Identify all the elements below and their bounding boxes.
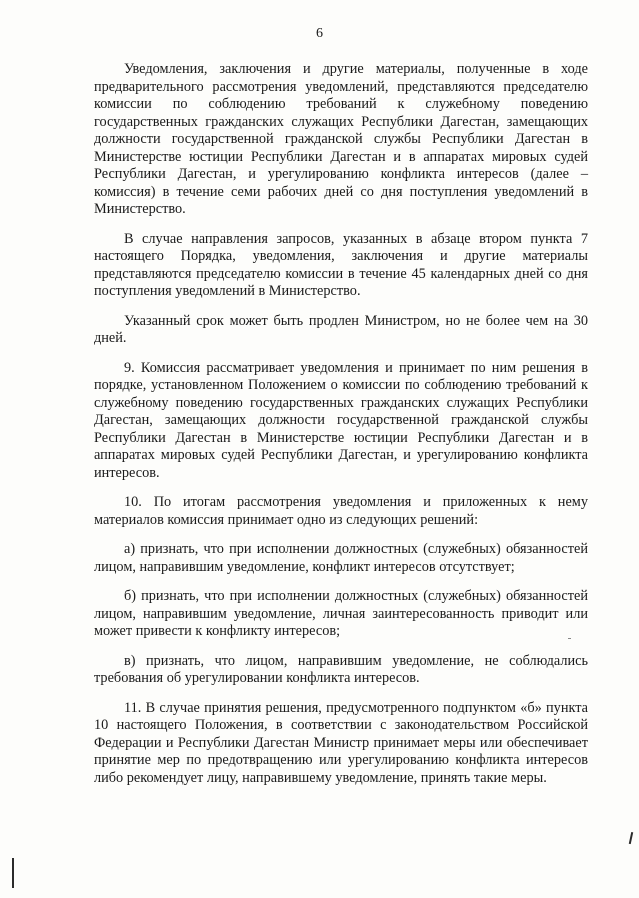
paragraph-item-10-b: б) признать, что при исполнении должностных (служебных) обязанностей лицом, направившим уведомление, личная заинтересованность приводит или может привести к конфликту интересов; [94, 588, 588, 639]
document-body [94, 61, 588, 799]
paragraph-item-11: 11. В случае принятия решения, предусмотренного подпунктом «б» пункта 10 настоящего Положения, в соответствии с законодательством Российской Федерации и Республики Дагестан Министр принимает меры или обеспечивает принятие мер по предотвращению или урегулированию конфликта интересов либо рекомендует лицу, направившему уведомление, принять такие меры. [94, 699, 588, 786]
scan-edge-mark-right [629, 832, 633, 844]
scan-edge-mark-left [12, 858, 14, 888]
page-number: 6 [316, 26, 323, 41]
paragraph-item-10: 10. По итогам рассмотрения уведомления и приложенных к нему материалов комиссия принимает одно из следующих решений: [94, 494, 588, 528]
scan-speck [568, 638, 571, 639]
paragraph-item-10-c: в) признать, что лицом, направившим уведомление, не соблюдались требования об урегулировании конфликта интересов. [94, 652, 588, 686]
paragraph-notifications-submission: Уведомления, заключения и другие материалы, полученные в ходе предварительного рассмотрения уведомлений, представляются председателю комиссии по соблюдению требований к служебному поведению государственных гражданских служащих Республики Дагестан, замещающих должности государственной гражданской службы Республики Дагестан в Министерстве юстиции Республики Дагестан и в аппаратах мировых судей Республики Дагестан, и урегулированию конфликта интересов (далее – комиссия) в течение семи рабочих дней со дня поступления уведомлений в Министерство. [94, 61, 588, 217]
paragraph-item-10-a: а) признать, что при исполнении должностных (служебных) обязанностей лицом, направившим уведомление, конфликт интересов отсутствует; [94, 541, 588, 575]
paragraph-deadline-extension: Указанный срок может быть продлен Министром, но не более чем на 30 дней. [94, 312, 588, 346]
paragraph-requests-deadline: В случае направления запросов, указанных в абзаце втором пункта 7 настоящего Порядка, уведомления, заключения и другие материалы представляются председателю комиссии в течение 45 календарных дней со дня поступления уведомлений в Министерство. [94, 230, 588, 299]
paragraph-item-9: 9. Комиссия рассматривает уведомления и принимает по ним решения в порядке, установленном Положением о комиссии по соблюдению требований к служебному поведению государственных гражданских служащих Республики Дагестан, замещающих должности государственной гражданской службы Республики Дагестан в Министерстве юстиции Республики Дагестан и в аппаратах мировых судей Республики Дагестан, и урегулированию конфликта интересов. [94, 359, 588, 481]
